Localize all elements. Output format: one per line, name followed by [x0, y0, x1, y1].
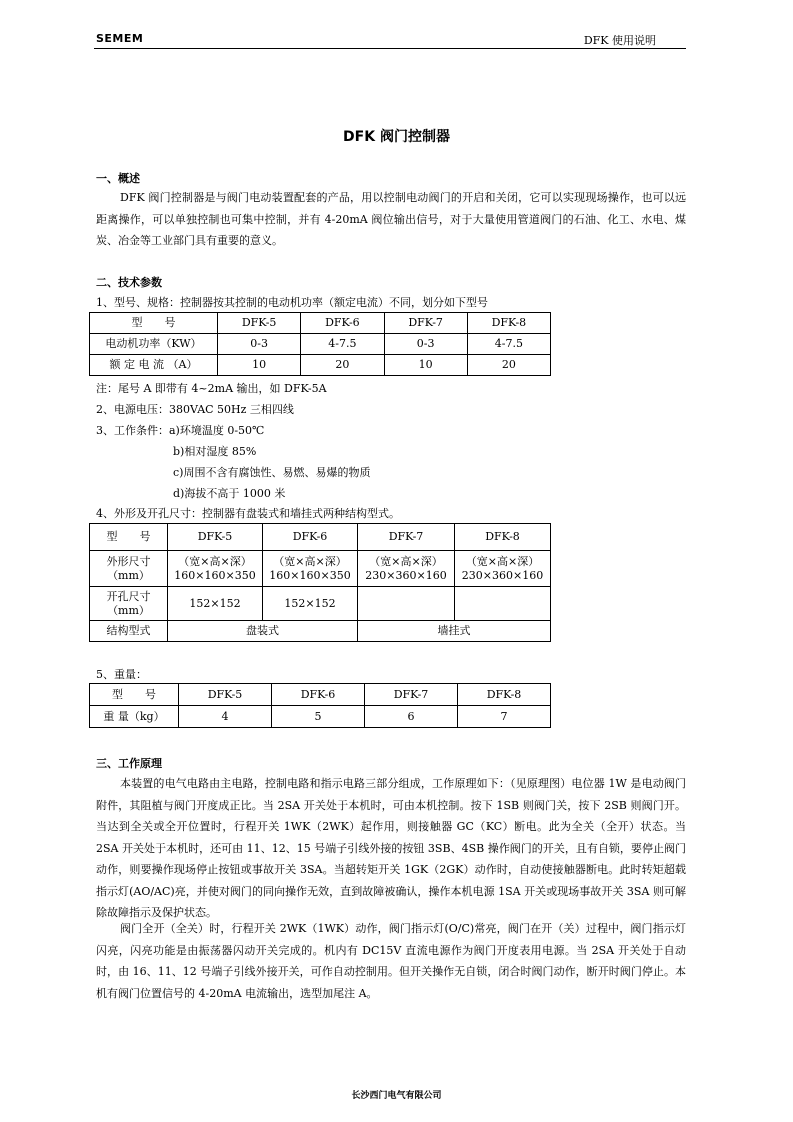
principle-paragraph-2: 阀门全开（全关）时，行程开关 2WK（1WK）动作，阀门指示灯(O/C)常亮，阀门在开（关）过程中，阀门指示灯闪亮，闪亮功能是由振荡器闪动开关完成的。机内有 DC15V 直流电源作为阀门开度表用电源。当 2SA 开关处于自动时，由 16、11、12 号端子引线外接开关，可作自动控制用。但开关操作无自锁，闭合时阀门动作，断开时阀门停止。本机有阀门位置信号的 4-20mA 电流输出，选型加尾注 A。 [96, 922, 686, 1000]
table-cell: DFK-6 [272, 684, 365, 706]
table-cell: 结构型式 [90, 621, 168, 642]
spec-item-5: 5、重量： [96, 668, 147, 681]
table-cell: DFK-7 [384, 313, 467, 334]
table-cell: （宽×高×深）160×160×350 [263, 551, 358, 587]
table-cell: 电动机功率（KW） [90, 334, 218, 355]
table-cell: DFK-6 [301, 313, 384, 334]
overview-paragraph: DFK 阀门控制器是与阀门电动装置配套的产品，用以控制电动阀门的开启和关闭，它可以实现现场操作，也可以远距离操作，可以单独控制也可集中控制，并有 4-20mA 阀位输出信号，对于大量使用管道阀门的石油、化工、水电、煤炭、冶金等工业部门具有重要的意义。 [96, 191, 686, 247]
table-cell: 20 [467, 355, 550, 376]
table-cell: 外形尺寸（mm） [90, 551, 168, 587]
table-cell: DFK-8 [467, 313, 550, 334]
table-cell: 型 号 [90, 684, 179, 706]
spec-item-3: 3、工作条件：a)环境温度 0-50℃ [96, 424, 265, 437]
table-cell: 型 号 [90, 524, 168, 551]
table-cell: 10 [218, 355, 301, 376]
table-cell: 4 [179, 706, 272, 728]
dimension-table [89, 523, 551, 642]
table-cell: DFK-7 [358, 524, 455, 551]
table-cell: （宽×高×深）230×360×160 [455, 551, 551, 587]
spec-item-4: 4、外形及开孔尺寸：控制器有盘装式和墙挂式两种结构型式。 [96, 507, 400, 520]
brand-name: SEMEM [96, 32, 144, 45]
table-cell: 4-7.5 [467, 334, 550, 355]
table-cell: DFK-7 [365, 684, 458, 706]
table-cell: 型 号 [90, 313, 218, 334]
table-cell: DFK-8 [455, 524, 551, 551]
table-cell: （宽×高×深）230×360×160 [358, 551, 455, 587]
table-cell: DFK-6 [263, 524, 358, 551]
table-cell: （宽×高×深）160×160×350 [168, 551, 263, 587]
page-title: DFK 阀门控制器 [343, 129, 450, 145]
table-cell: 152×152 [263, 587, 358, 621]
table-cell: 152×152 [168, 587, 263, 621]
note-text: 注：尾号 A 即带有 4~2mA 输出，如 DFK-5A [96, 382, 327, 395]
table-cell: 重 量（kg） [90, 706, 179, 728]
spec-item-2: 2、电源电压：380VAC 50Hz 三相四线 [96, 403, 294, 416]
section-heading-overview: 一、概述 [96, 172, 140, 185]
model-spec-table [89, 312, 551, 376]
table-cell: 额 定 电 流 （A） [90, 355, 218, 376]
table-cell: DFK-5 [168, 524, 263, 551]
header-rule [94, 48, 686, 49]
weight-table [89, 683, 551, 728]
principle-paragraph-1: 本装置的电气电路由主电路，控制电路和指示电路三部分组成，工作原理如下：（见原理图）电位器 1W 是电动阀门附件，其阻植与阀门开度成正比。当 2SA 开关处于本机时，可由本机控制。按下 1SB 则阀门关，按下 2SB 则阀门开。当达到全关或全开位置时，行程开关 1WK（2WK）起作用，则接触器 GC（KC）断电。此为全关（全开）状态。当 2SA 开关处于本机时，还可由 11、12、15 号端子引线外接的按钮 3SB、4SB 操作阀门的开关，且有自锁，要停止阀门动作，则要操作现场停止按钮或事故开关 3SA。当超转矩开关 1GK（2GK）动作时，自动使接触器断电。此时转矩超载指示灯(AO/AC)亮，并使对阀门的同向操作无效，直到故障被确认，操作本机电源 1SA 开关或现场事故开关 3SA 则可解除故障指示及保护状态。 [96, 777, 686, 919]
condition-c: c)周围不含有腐蚀性、易燃、易爆的物质 [173, 466, 371, 479]
spec-item-1: 1、型号、规格：控制器按其控制的电动机功率（额定电流）不同，划分如下型号 [96, 296, 488, 309]
section-heading-principle: 三、工作原理 [96, 757, 162, 770]
table-cell: 10 [384, 355, 467, 376]
table-cell: 6 [365, 706, 458, 728]
table-cell: 开孔尺寸（mm） [90, 587, 168, 621]
table-cell [455, 587, 551, 621]
table-cell: 盘装式 [168, 621, 358, 642]
table-cell: 7 [458, 706, 551, 728]
table-cell: 0-3 [218, 334, 301, 355]
table-cell [358, 587, 455, 621]
table-cell: 20 [301, 355, 384, 376]
company-footer: 长沙西门电气有限公司 [351, 1091, 442, 1101]
doc-title: DFK 使用说明 [583, 34, 656, 47]
condition-d: d)海拔不高于 1000 米 [173, 487, 286, 500]
condition-b: b)相对湿度 85% [173, 445, 257, 458]
table-cell: 墙挂式 [358, 621, 551, 642]
table-cell: DFK-5 [179, 684, 272, 706]
table-cell: DFK-5 [218, 313, 301, 334]
table-cell: 4-7.5 [301, 334, 384, 355]
table-cell: DFK-8 [458, 684, 551, 706]
table-cell: 5 [272, 706, 365, 728]
table-cell: 0-3 [384, 334, 467, 355]
section-heading-specs: 二、技术参数 [96, 276, 162, 289]
